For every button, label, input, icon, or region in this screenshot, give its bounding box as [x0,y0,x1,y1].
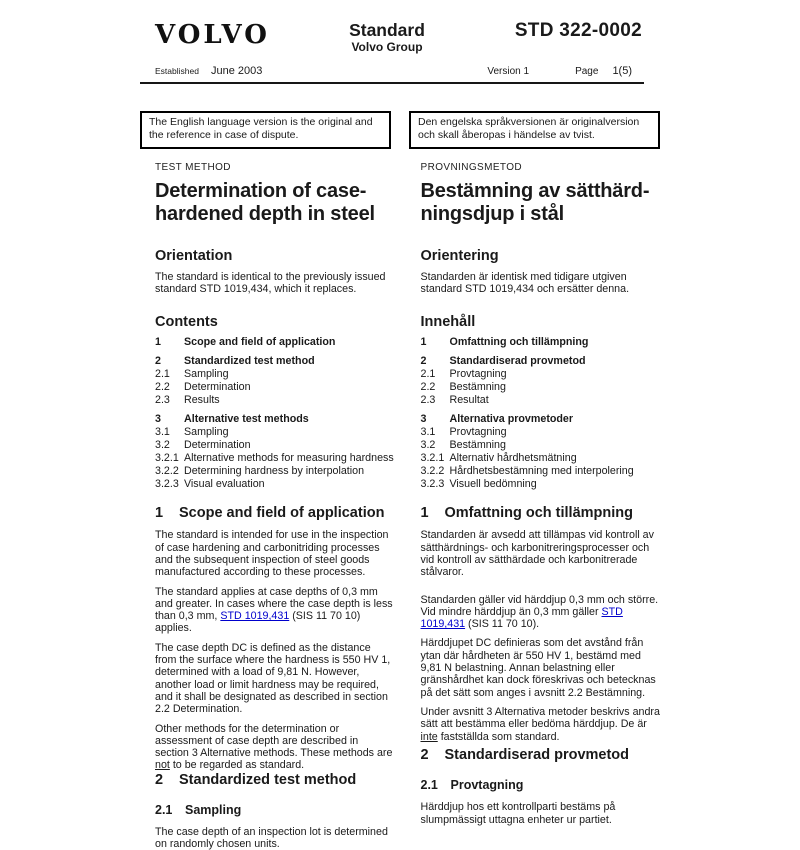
version-label: Version 1 [487,65,530,77]
toc-number: 2 [420,354,427,367]
toc-number: 2.3 [420,394,436,407]
text-segment: fastställda som standard. [437,730,560,743]
toc-label: Omfattning och tillämpning [449,336,589,349]
section-number: 2 [420,747,429,764]
document-number: STD 322-0002 [514,20,642,41]
toc-number: 3.2.3 [155,477,179,490]
organization-name: Volvo Group [351,40,423,55]
toc-row [421,453,661,465]
toc-number: 3.1 [155,425,170,438]
section-title: Omfattning och tillämpning [444,505,633,522]
section-title: Provtagning [450,778,524,793]
toc-label: Determination [184,438,251,451]
toc-label: Results [184,394,220,407]
section-1-body [421,529,661,742]
notice-box-swedish: Den engelska språkversionen är originalversion och skall åberopas i händelse av tvist. [409,111,660,149]
title-line: ningsdjup i stål [420,202,564,225]
header-meta-row [140,65,644,84]
section-number: 1 [420,505,429,522]
emphasized-text: inte [420,730,438,743]
volvo-logo: VOLVO [155,20,270,50]
toc-row [421,414,661,426]
text-segment: Other methods for the determination or assessment of case depth are described in section 3 Alternative methods. These methods are [155,722,393,760]
toc-number: 2.2 [420,381,436,394]
section-2-1-heading [155,803,395,817]
toc-label: Bestämning [449,438,506,451]
toc-row [155,382,395,394]
contents-heading: Innehåll [420,314,476,331]
section-1 [421,505,661,747]
section-1-heading [421,505,661,521]
toc-number: 2 [155,354,161,367]
toc-label: Sampling [184,367,229,380]
toc-label: Alternative methods for measuring hardness [184,451,394,464]
toc-number: 3.2.1 [420,451,445,464]
section-2-heading [155,772,395,788]
toc-row [421,356,661,368]
section-1-body [155,529,395,771]
text-segment: The standard applies at case depths of 0,3 mm and greater. In cases where the case depth is less than 0,3 mm, [155,585,393,623]
toc-number: 1 [155,336,161,349]
text-segment: (SIS 11 70 10). [465,618,540,631]
established-label: Established [155,65,199,76]
toc-row [155,356,395,368]
orientation-heading: Orientering [420,247,499,264]
section-1-heading [155,505,395,521]
toc-row [155,427,395,439]
paragraph [421,529,661,578]
toc-label: Resultat [449,394,489,407]
header-center [312,20,462,55]
text-segment: to be regarded as standard. [169,759,305,772]
toc-label: Determining hardness by interpolation [184,464,365,477]
toc-row [155,453,395,465]
paragraph [155,586,395,635]
toc-row [421,395,661,407]
toc-label: Alternativa provmetoder [449,412,574,425]
toc-label: Alternative test methods [184,412,309,425]
section-2-1-body: The case depth of an inspection lot is determined on randomly chosen units. [155,825,388,850]
toc-row [155,369,395,381]
toc-row [421,466,661,478]
toc-number: 2.1 [420,367,436,380]
toc-number: 3.2 [420,438,436,451]
toc-label: Determination [184,381,251,394]
toc-row [155,479,395,491]
table-of-contents [421,337,661,490]
toc-row [421,479,661,491]
orientation-body: Standarden är identisk med tidigare utgiven standard STD 1019,434 och ersätter denna. [420,270,630,296]
toc-label: Hårdhetsbestämning med interpolering [449,464,634,477]
toc-number: 3.1 [420,425,436,438]
text-segment: Standarden är avsedd att tillämpas vid kontroll av sätthärdnings- och karbonitreringsprocesser och vid kontroll av sätthärdade och karbonitrerade stålvaror. [420,529,654,579]
orientation-body: The standard is identical to the previously issued standard STD 1019,434, which it replaces. [155,270,386,296]
table-of-contents [155,337,395,490]
document-type: Standard [349,20,425,40]
notice-box-english: The English language version is the original and the reference in case of dispute. [140,111,391,149]
toc-number: 3 [420,412,427,425]
toc-label: Bestämning [449,381,506,394]
toc-row [155,395,395,407]
header-right [462,20,660,42]
title-line: hardened depth in steel [155,202,375,225]
toc-label: Standardiserad provmetod [449,354,586,367]
text-segment: Härddjupet DC definieras som det avstånd från ytan där hårdheten är 550 HV 1, bestämd med 9,81 N belastning. Annan belastning eller gränshårdhet kan dock föreskrivas och betecknas på det sätt som anges i avsnitt 2.2 Bestämning. [420,637,656,699]
document-title [155,180,395,226]
title-line: Determination of case- [155,179,367,202]
toc-label: Alternativ hårdhetsmätning [449,451,577,464]
title-line: Bestämning av sätthärd- [420,179,650,202]
document-columns [140,162,660,850]
section-number: 1 [155,505,164,522]
std-reference-link[interactable]: STD 1019,431 [220,610,290,623]
section-2-1-heading [421,778,661,792]
orientation-heading: Orientation [155,247,233,264]
toc-number: 3.2.3 [420,477,445,490]
text-segment: The case depth DC is defined as the distance from the surface where the hardness is 550 HV 1, determined with a load of 9,81 N. However, another load or limit hardness may be required, and it shall be designated as described in section 2.2 Determination. [155,641,391,716]
toc-row [421,440,661,452]
section-2-heading [421,747,661,763]
section-1 [155,505,395,771]
paragraph [155,723,395,772]
page-number: 1(5) [612,64,632,77]
paragraph [155,529,395,578]
toc-number: 2.1 [155,367,170,380]
column-swedish [413,162,661,850]
toc-label: Standardized test method [184,354,315,367]
paragraph [421,594,661,631]
toc-number: 1 [420,336,427,349]
toc-label: Scope and field of application [184,336,336,349]
toc-number: 2.3 [155,394,170,407]
std-reference-link[interactable]: STD 1019,431 [420,605,623,631]
logo-cell [140,20,312,48]
toc-row [155,337,395,349]
toc-row [155,466,395,478]
header-meta-right [487,65,632,77]
section-2-1-body: Härddjup hos ett kontrollparti bestäms på slumpmässigt uttagna enheter ur partiet. [420,801,616,826]
toc-label: Provtagning [449,425,507,438]
language-notices [140,111,660,149]
text-segment: Under avsnitt 3 Alternativa metoder beskrivs andra sätt att bestämma eller bedöma härddjup. De är [420,705,660,731]
emphasized-text: not [155,759,170,772]
toc-row [421,337,661,349]
toc-row [421,369,661,381]
toc-label: Visuell bedömning [449,477,537,490]
paragraph [155,642,395,716]
document-kicker: PROVNINGSMETOD [420,161,523,173]
toc-number: 3.2.2 [420,464,445,477]
toc-label: Provtagning [449,367,507,380]
contents-heading: Contents [155,314,218,331]
established-date: June 2003 [210,64,263,77]
text-segment: The standard is intended for use in the inspection of case hardening and carbonitriding processes and the subsequent inspection of steel goods manufactured according to these processes. [155,529,389,579]
text-segment: (SIS 11 70 10) applies. [155,610,361,635]
section-number: 2.1 [155,802,173,817]
page-label: Page [575,65,599,77]
toc-number: 3 [155,412,161,425]
paragraph [421,637,661,698]
toc-row [155,414,395,426]
toc-label: Sampling [184,425,229,438]
toc-number: 3.2 [155,438,170,451]
toc-number: 2.2 [155,381,170,394]
section-title: Scope and field of application [179,505,385,522]
standard-document-page [140,20,660,850]
document-header [140,20,660,55]
toc-number: 3.2.2 [155,464,179,477]
document-kicker: TEST METHOD [155,161,231,173]
toc-row [421,427,661,439]
section-number: 2 [155,771,164,788]
document-title [421,180,661,226]
section-title: Standardized test method [179,771,357,788]
toc-number: 3.2.1 [155,451,179,464]
section-title: Standardiserad provmetod [444,747,630,764]
toc-row [421,382,661,394]
column-english [140,162,395,850]
toc-label: Visual evaluation [184,477,265,490]
section-title: Sampling [185,802,242,817]
toc-row [155,440,395,452]
text-segment: Standarden gäller vid härddjup 0,3 mm och större. Vid mindre härddjup än 0,3 mm gäller [420,593,659,618]
section-number: 2.1 [420,778,438,793]
paragraph [421,706,661,743]
